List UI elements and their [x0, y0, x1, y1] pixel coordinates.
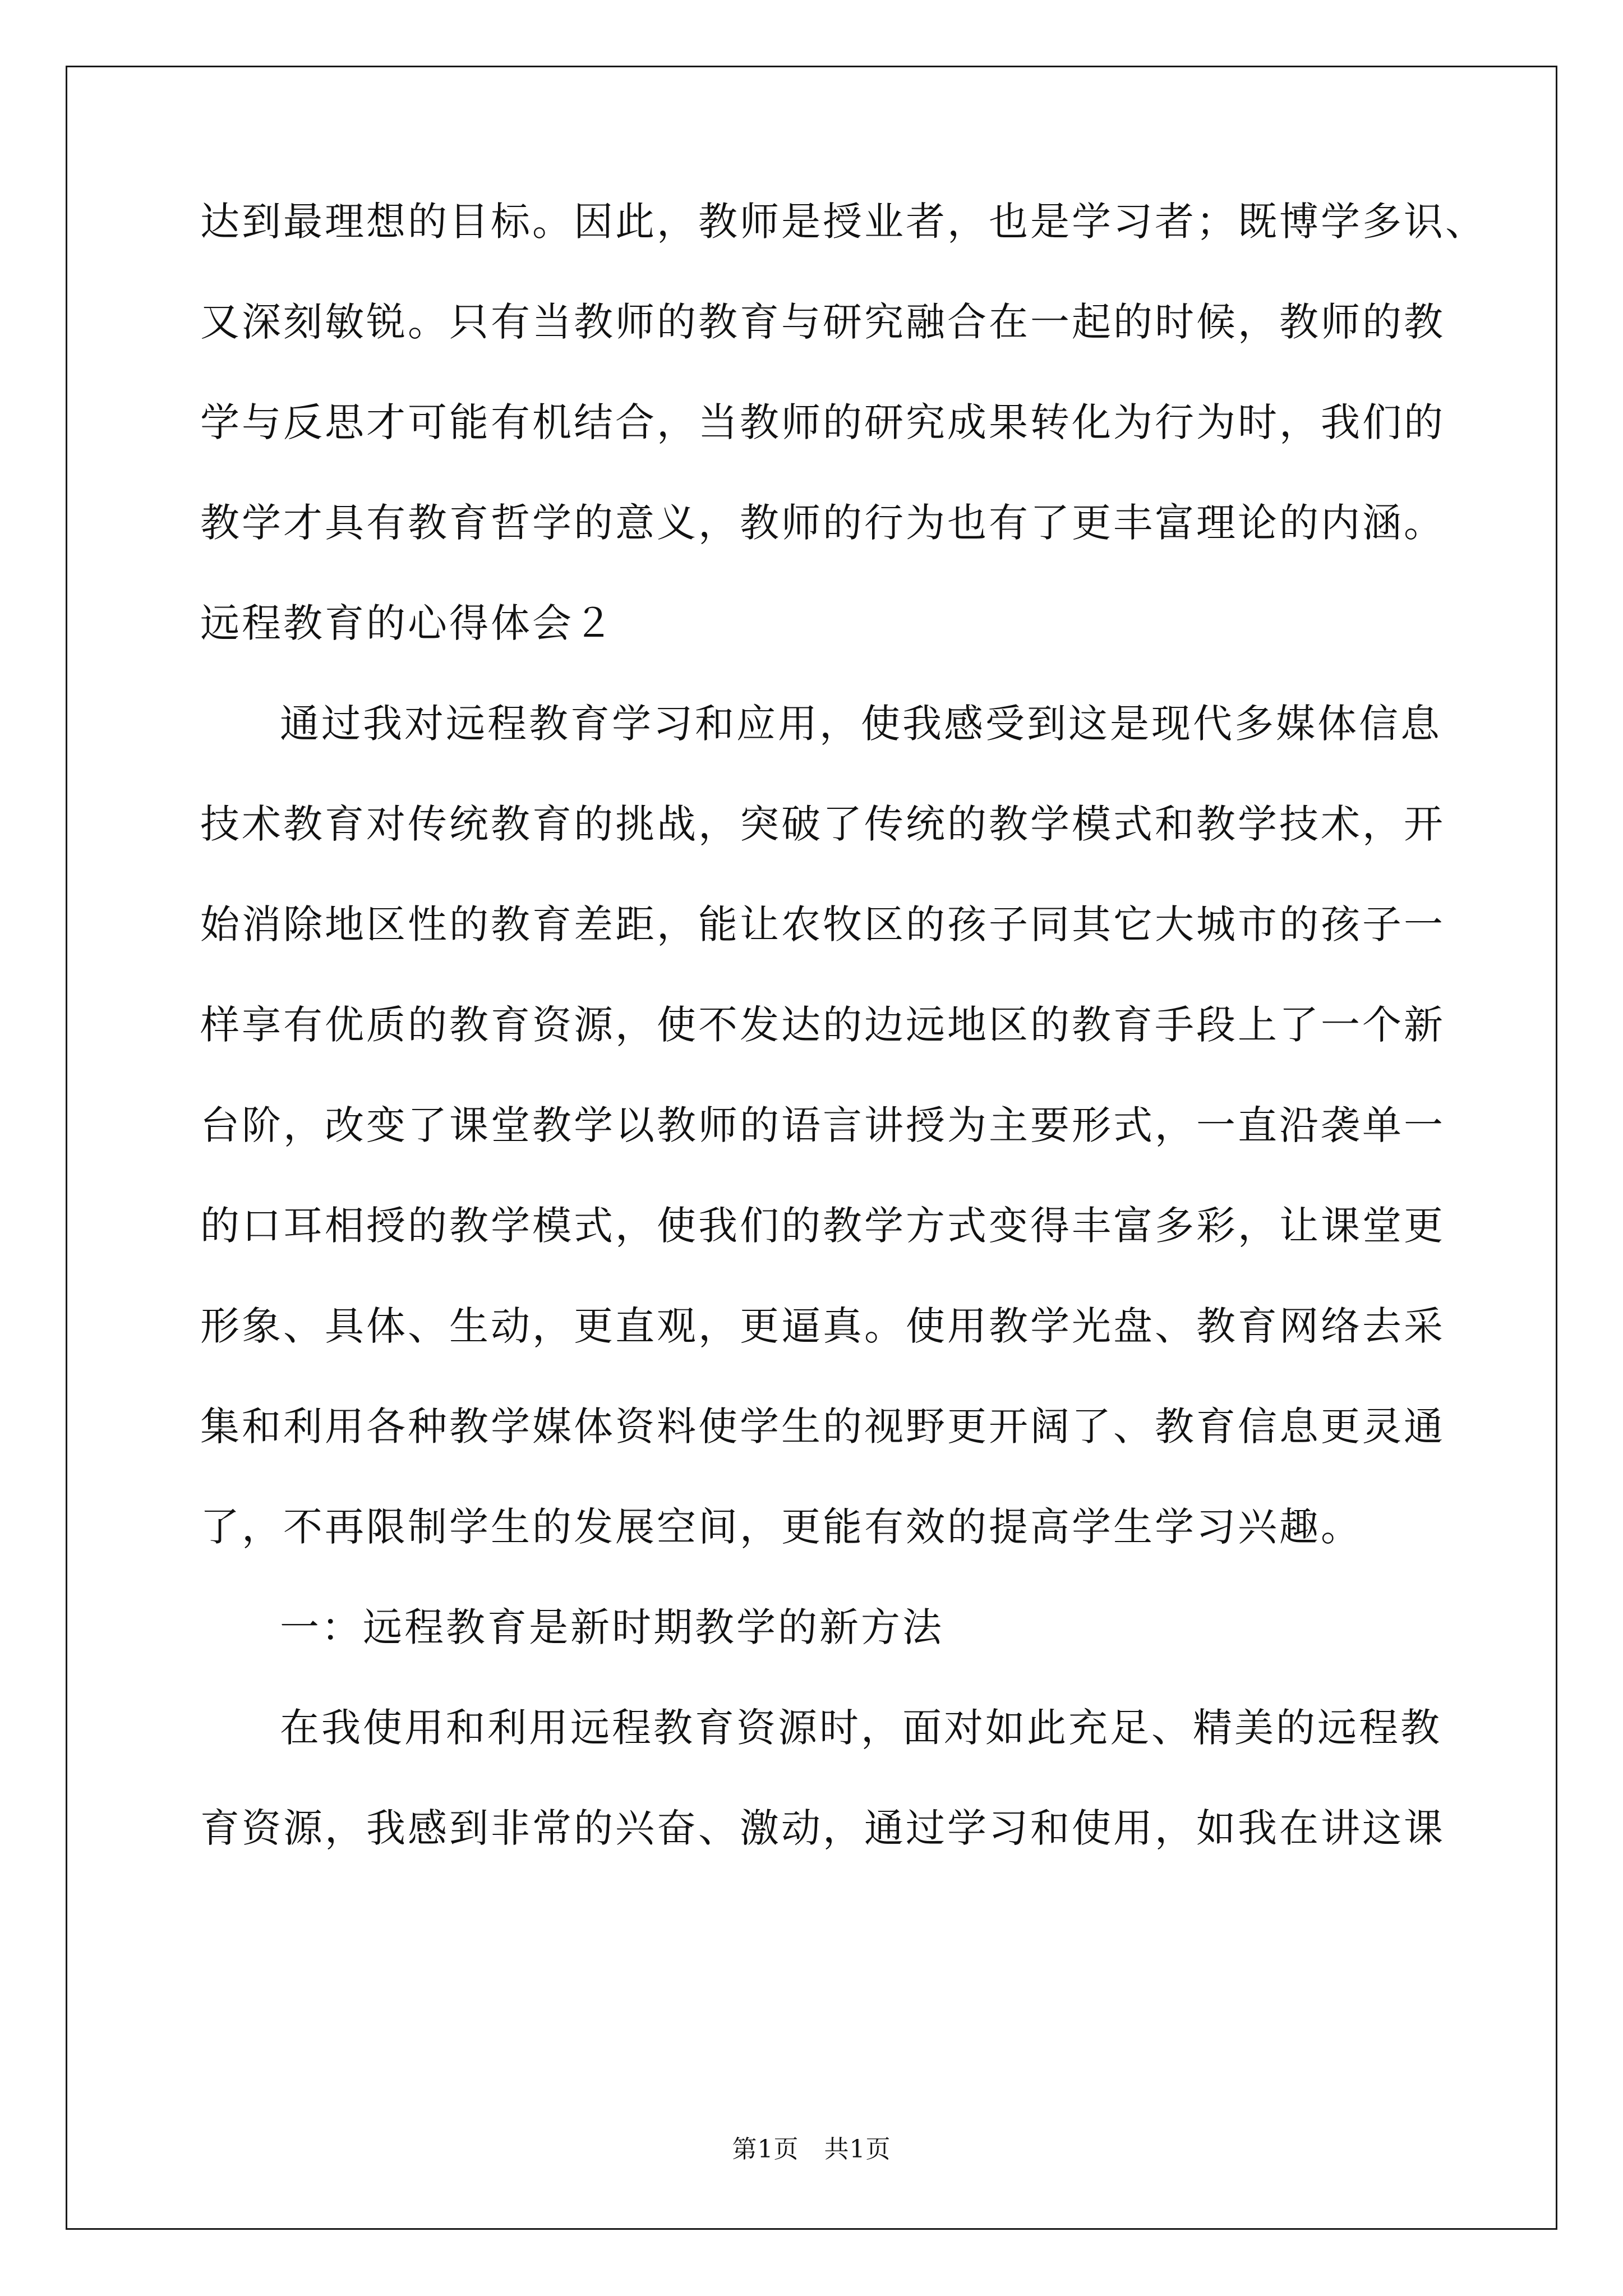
paragraph-first-line: 在我使用和利用远程教育资源时，面对如此充足、精美的远程教 [280, 1705, 1442, 1751]
text-line: 集和利用各种教学媒体资料使学生的视野更开阔了、教育信息更灵通 [200, 1404, 1445, 1450]
subsection-heading: 一：远程教育是新时期教学的新方法 [280, 1604, 944, 1650]
text-line: 教学才具有教育哲学的意义，教师的行为也有了更丰富理论的内涵。 [200, 500, 1445, 546]
text-line: 学与反思才可能有机结合，当教师的研究成果转化为行为时，我们的 [200, 399, 1445, 445]
text-line: 了，不再限制学生的发展空间，更能有效的提高学生学习兴趣。 [200, 1504, 1362, 1550]
text-line: 又深刻敏锐。只有当教师的教育与研究融合在一起的时候，教师的教 [200, 299, 1445, 345]
paragraph-first-line: 通过我对远程教育学习和应用，使我感受到这是现代多媒体信息 [280, 701, 1442, 747]
text-line: 样享有优质的教育资源，使不发达的边远地区的教育手段上了一个新 [200, 1002, 1445, 1048]
page-number-footer: 第1页 共1页 [732, 2135, 891, 2164]
text-line: 形象、具体、生动，更直观，更逼真。使用教学光盘、教育网络去采 [200, 1303, 1445, 1349]
text-line: 的口耳相授的教学模式，使我们的教学方式变得丰富多彩，让课堂更 [200, 1203, 1445, 1249]
text-line: 始消除地区性的教育差距，能让农牧区的孩子同其它大城市的孩子一 [200, 901, 1445, 947]
text-line: 达到最理想的目标。因此，教师是授业者，也是学习者；既博学多识、 [200, 199, 1487, 245]
text-line: 台阶，改变了课堂教学以教师的语言讲授为主要形式，一直沿袭单一 [200, 1102, 1445, 1148]
text-line: 技术教育对传统教育的挑战，突破了传统的教学模式和教学技术，开 [200, 801, 1445, 847]
section-heading: 远程教育的心得体会２ [200, 600, 615, 646]
text-line: 育资源，我感到非常的兴奋、激动，通过学习和使用，如我在讲这课 [200, 1805, 1445, 1851]
